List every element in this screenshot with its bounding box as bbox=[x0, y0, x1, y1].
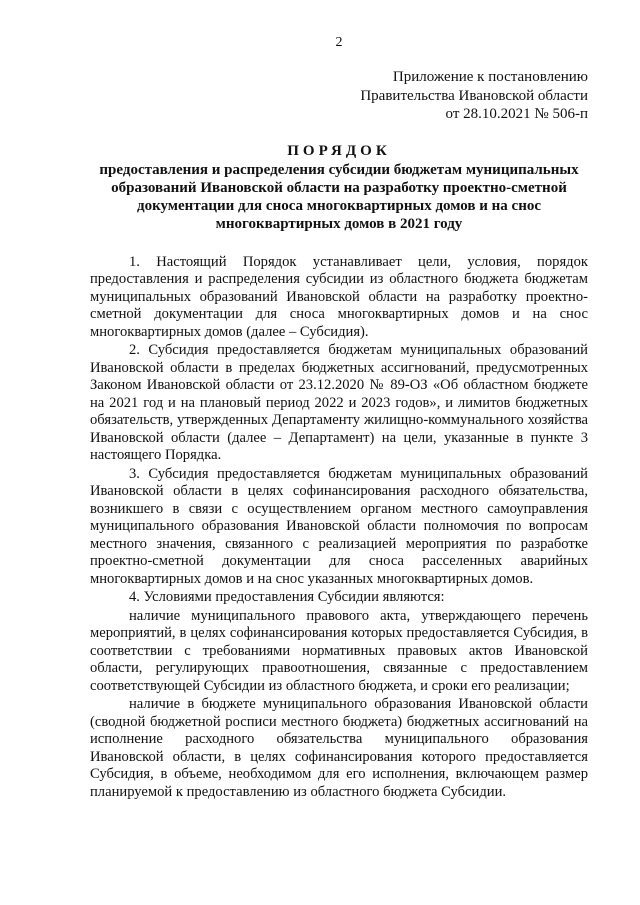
document-body bbox=[90, 254, 588, 802]
appendix-line: от 28.10.2021 № 506-п bbox=[445, 106, 588, 122]
paragraph-3: 3. Субсидия предоставляется бюджетам муниципальных образований Ивановской области в целях софинансирования расходного обязательства, возникшего в связи с осуществлением органом местного самоуправления муниципального образования Ивановской области полномочия по вопросам местного значения, связанного с реализацией мероприятия по разработке проектно-сметной документации для сноса расселенных аварийных многоквартирных домов и на снос указанных многоквартирных домов. bbox=[90, 465, 588, 587]
subtitle-line: документации для сноса многоквартирных домов и на снос bbox=[136, 197, 541, 214]
subtitle-line: предоставления и распределения субсидии бюджетам муниципальных bbox=[99, 161, 579, 178]
appendix-line: Правительства Ивановской области bbox=[360, 87, 588, 104]
paragraph-2: 2. Субсидия предоставляется бюджетам муниципальных образований Ивановской области в пределах бюджетных ассигнований, предусмотренных Законом Ивановской области от 23.12.2020 № 89-ОЗ «Об областном бюджете на 2021 год и на плановый период 2022 и 2023 годов», и лимитов бюджетных обязательств, утвержденных Департаменту жилищно-коммунального хозяйства Ивановской области (далее – Департамент) на цели, указанные в пункте 3 настоящего Порядка. bbox=[90, 342, 588, 463]
paragraph-1: 1. Настоящий Порядок устанавливает цели, условия, порядок предоставления и распределения субсидии из областного бюджета бюджетам муниципальных образований Ивановской области на разработку проектно-сметной документации для сноса многоквартирных домов и на снос многоквартирных домов (далее – Субсидия). bbox=[90, 253, 588, 340]
page-number: 2 bbox=[335, 35, 343, 50]
appendix-line: Приложение к постановлению bbox=[392, 69, 588, 85]
subtitle-line: многоквартирных домов в 2021 году bbox=[215, 215, 463, 232]
paragraph-4-condition-2: наличие в бюджете муниципального образования Ивановской области (сводной бюджетной росписи местного бюджета) бюджетных ассигнований на исполнение расходного обязательства муниципального образования Ивановской области, в целях софинансирования которого предоставляется Субсидия, в объеме, необходимом для его исполнения, включающем размер планируемой к предоставлению из областного бюджета Субсидии. bbox=[90, 696, 588, 800]
document-title: ПОРЯДОК bbox=[287, 142, 391, 159]
subtitle-line: образований Ивановской области на разработку проектно-сметной bbox=[111, 179, 567, 196]
paragraph-4-condition-1: наличие муниципального правового акта, утверждающего перечень мероприятий, в целях софинансирования которых предоставляется Субсидия, в соответствии с требованиями нормативных правовых актов Ивановской области, регулирующих правоотношения, связанные с предоставлением соответствующей Субсидии из областного бюджета, и сроки его реализации; bbox=[90, 607, 588, 694]
document-subtitle bbox=[90, 161, 588, 233]
paragraph-4: 4. Условиями предоставления Субсидии являются: bbox=[129, 589, 445, 605]
appendix-block bbox=[90, 68, 588, 124]
